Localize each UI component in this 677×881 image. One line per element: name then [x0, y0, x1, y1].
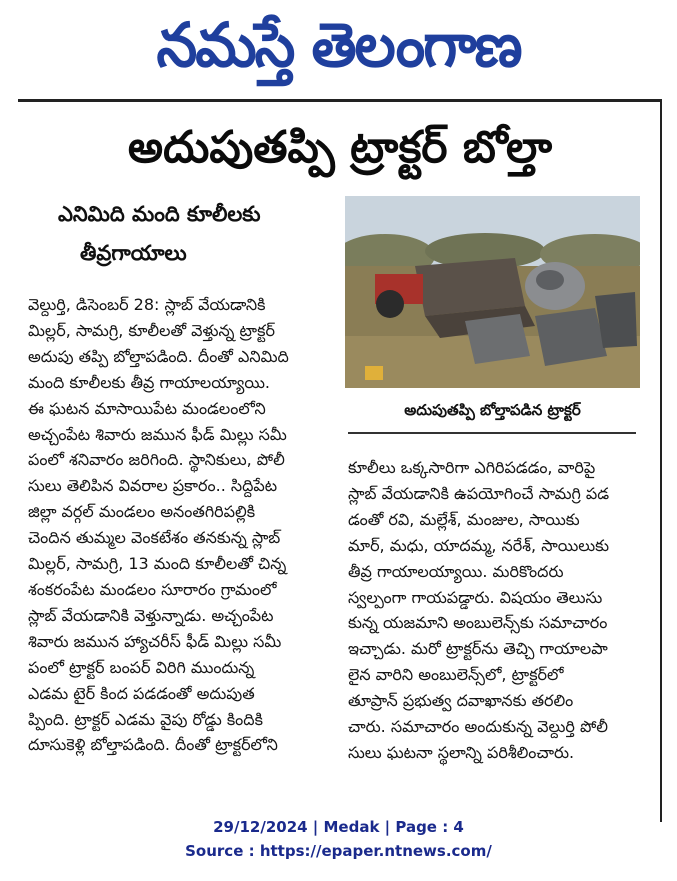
accident-photo	[345, 196, 640, 388]
edition-info: 29/12/2024 | Medak | Page : 4	[213, 818, 464, 836]
body-line: స్లాబ్ వేయడానికి ఉపయోగించే సామగ్రి పడ	[348, 483, 610, 503]
body-line: ఎడమ టైర్ కింద పడడంతో అదుపుత	[28, 683, 255, 703]
body-line: ఈ ఘటన మాసాయిపేట మండలంలోని	[28, 398, 266, 418]
body-line: తూప్రాన్ ప్రభుత్వ దవాఖానకు తరలిం	[348, 691, 574, 711]
body-line: సులు తెలిపిన వివరాల ప్రకారం.. సిద్దిపేట	[28, 476, 278, 496]
body-line: పంలో ట్రాక్టర్ బంపర్ విరిగి ముందున్న	[28, 657, 255, 677]
photo-caption: అదుపుతప్పి బోల్తాపడిన ట్రాక్టర్	[404, 401, 581, 419]
body-line: కూలీలు ఒక్కసారిగా ఎగిరిపడడం, వారిపై	[348, 458, 596, 477]
subheadline-line-1: ఎనిమిది మంది కూలీలకు	[58, 202, 261, 226]
body-line: స్లాబ్ వేయడానికి వెళ్తున్నాడు. అచ్చంపేట	[28, 605, 274, 625]
body-line: ఇచ్చాడు. మరో ట్రాక్టర్‌ను తెచ్చి గాయాలపా	[348, 639, 608, 659]
article-body-right-column	[348, 455, 644, 766]
body-line: వెల్దుర్తి, డిసెంబర్ 28: స్లాబ్ వేయడానికి	[28, 295, 266, 314]
body-line: శివారు జమున హ్యాచరీస్ ఫీడ్ మిల్లు సమీ	[28, 631, 282, 651]
body-line: లైన వారిని అంబులెన్స్‌లో, ట్రాక్టర్‌లో	[348, 665, 564, 685]
body-line: మంది కూలీలకు తీవ్ర గాయాలయ్యాయి.	[28, 372, 270, 392]
body-line: డంతో రవి, మల్లేశ్, మంజుల, సాయికు	[348, 509, 580, 529]
body-line: మిల్లర్, సామగ్రి, కూలీలతో వెళ్తున్న ట్రాక్టర్	[28, 320, 275, 340]
body-line: సులు ఘటనా స్థలాన్ని పరిశీలించారు.	[348, 742, 575, 762]
body-line: చెందిన తుమ్మల వెంకటేశం తనకున్న స్లాబ్	[28, 528, 281, 548]
body-line: శంకరంపేట మండలం సూరారం గ్రామంలో	[28, 579, 277, 599]
caption-divider	[348, 432, 636, 434]
top-divider	[18, 99, 661, 102]
body-line: పంలో శనివారం జరిగింది. స్థానికులు, పోలీ	[28, 450, 285, 470]
source-link[interactable]: Source : https://epaper.ntnews.com/	[185, 842, 492, 860]
right-column-border	[660, 99, 662, 822]
subheadline-line-2: తీవ్రగాయాలు	[80, 241, 187, 265]
body-line: తీవ్ర గాయాలయ్యాయి. మరికొందరు	[348, 561, 564, 581]
body-line: మిల్లర్, సామగ్రి, 13 మంది కూలీలతో చిన్న	[28, 554, 287, 574]
article-headline: అదుపుతప్పి ట్రాక్టర్ బోల్తా	[127, 122, 553, 173]
body-line: కున్న యజమాని అంబులెన్స్‌కు సమాచారం	[348, 613, 608, 633]
body-line: అదుపు తప్పి బోల్తాపడింది. దీంతో ఎనిమిది	[28, 346, 289, 366]
newspaper-masthead	[0, 0, 677, 92]
body-line: చారు. సమాచారం అందుకున్న వెల్దుర్తి పోలీ	[348, 717, 609, 737]
body-line: స్వల్పంగా గాయపడ్డారు. విషయం తెలుసు	[348, 587, 603, 607]
body-line: అచ్చంపేట శివారు జమున ఫీడ్ మిల్లు సమీ	[28, 424, 287, 444]
body-line: జిల్లా వర్గల్ మండలం అనంతగిరిపల్లికి	[28, 502, 256, 522]
article-body-left-column	[28, 292, 338, 758]
body-line: మార్, మధు, యాదమ్మ, నరేశ్, సాయిలుకు	[348, 535, 610, 555]
masthead-logo: నమస్తే తెలంగాణ	[156, 9, 521, 81]
body-line: దూసుకెళ్లి బోల్తాపడింది. దీంతో ట్రాక్టర్‌లోని	[28, 735, 278, 755]
overturned-tractor-image	[345, 196, 640, 388]
body-line: ప్పింది. ట్రాక్టర్ ఎడమ వైపు రోడ్డు కిందికి	[28, 709, 263, 729]
